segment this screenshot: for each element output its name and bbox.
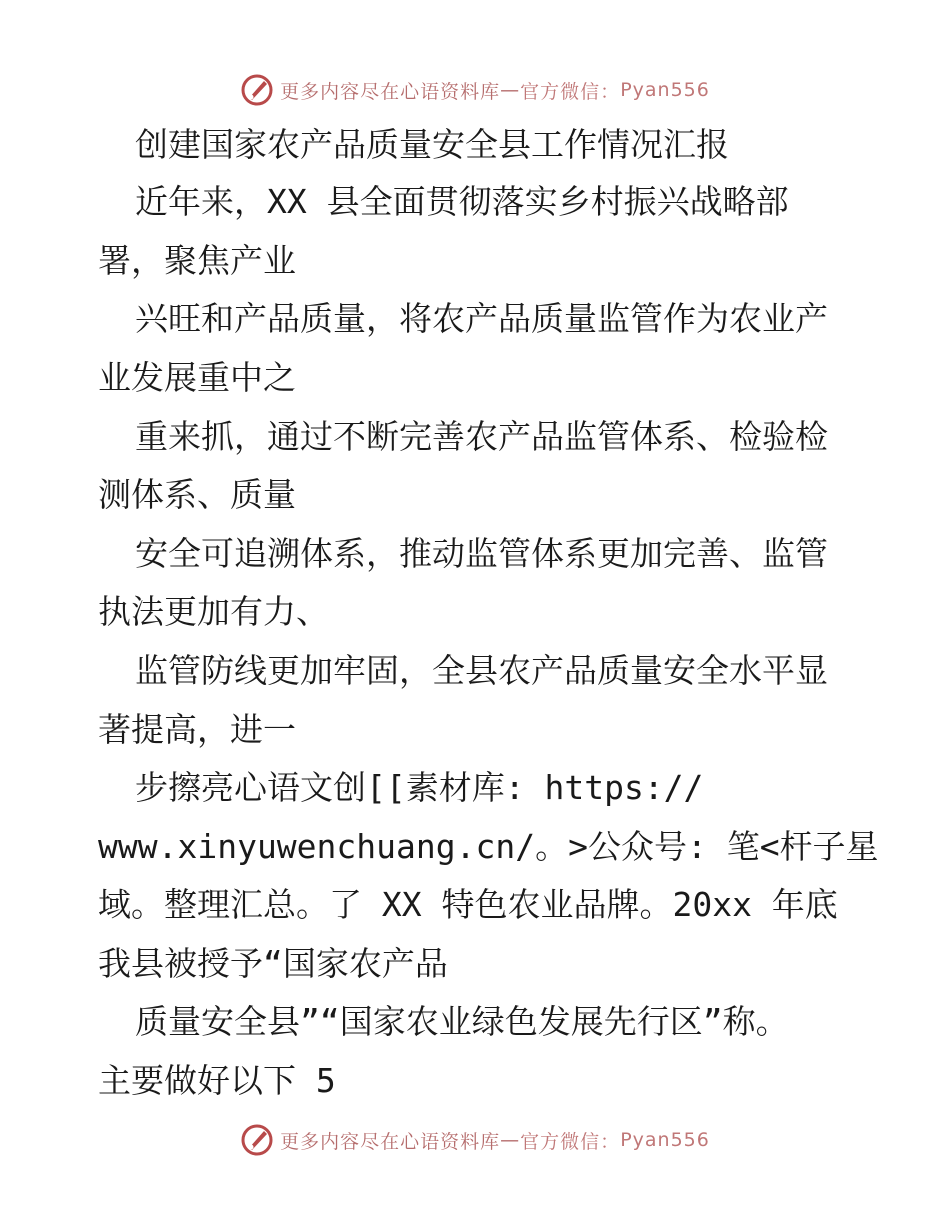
banner-text: 更多内容尽在心语资料库	[280, 80, 501, 103]
text-line: 重来抓，通过不断完善农产品监管体系、检验检	[135, 417, 828, 456]
banner-dash: —	[500, 1129, 521, 1151]
text-line: 步擦亮心语文创[[素材库: https://	[135, 768, 704, 807]
document-title: 创建国家农产品质量安全县工作情况汇报	[135, 125, 729, 164]
text-line: 执法更加有力、	[98, 592, 329, 631]
text-line: 域。整理汇总。了 XX 特色农业品牌。20xx 年底	[98, 885, 838, 924]
text-line: 兴旺和产品质量，将农产品质量监管作为农业产	[135, 299, 828, 338]
text-line: 主要做好以下 5	[98, 1061, 336, 1100]
text-line: 著提高，进一	[98, 710, 296, 749]
text-line: 业发展重中之	[98, 358, 296, 397]
quill-logo-icon	[240, 73, 274, 107]
banner-wechat-label: 官方微信：	[520, 80, 621, 103]
quill-logo-icon	[240, 1123, 274, 1157]
text-line: 质量安全县”“国家农业绿色发展先行区”称。	[135, 1002, 789, 1041]
banner-text: 更多内容尽在心语资料库	[280, 1130, 501, 1153]
banner-dash: —	[500, 79, 521, 101]
text-line: 监管防线更加牢固，全县农产品质量安全水平显	[135, 651, 828, 690]
text-line: 测体系、质量	[98, 475, 296, 514]
banner-wechat-label: 官方微信：	[520, 1130, 621, 1153]
banner-account: Pyan556	[620, 1129, 710, 1151]
text-line: 我县被授予“国家农产品	[98, 944, 448, 983]
text-line: 近年来，XX 县全面贯彻落实乡村振兴战略部	[135, 182, 789, 221]
text-line: www.xinyuwenchuang.cn/。>公众号: 笔<杆子星	[98, 827, 879, 866]
banner-account: Pyan556	[620, 79, 710, 101]
text-line: 安全可追溯体系，推动监管体系更加完善、监管	[135, 534, 828, 573]
text-line: 署，聚焦产业	[98, 241, 296, 280]
footer-watermark	[0, 1120, 950, 1160]
header-watermark	[0, 70, 950, 110]
